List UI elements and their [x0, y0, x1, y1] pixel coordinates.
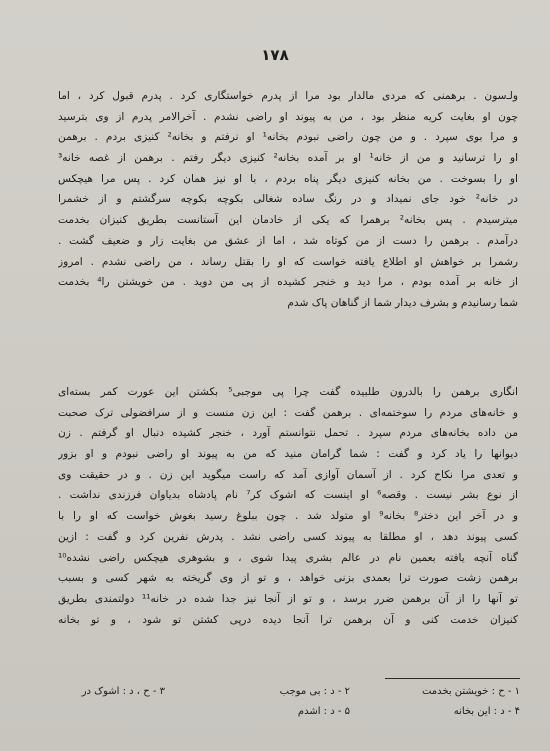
text-line: برهمن زشت صورت ترا بعمدی بزنی خواهد ، و تو از وی گریخته به شهر کسی و بسبب — [58, 572, 518, 585]
paragraph-2 — [58, 382, 518, 630]
text-line: از نوع بشر نیست . وقصه⁶ او اینست که اشوک کر⁷ نام پادشاه بدیاوان فرزندی نداشت . — [58, 489, 518, 502]
text-line: و مرا بوی سپرد . و من چون راضی نبودم بخانه¹ او نرفتم و بخانه² کنیزی بردم . برهمن — [58, 131, 518, 144]
text-line: درآمدم . برهمن را دست از من کوتاه شد ، اما از عشق من بغایت زار و ضعیف گشت . — [58, 234, 518, 247]
text-line: انگاری برهمن را بالدرون طلبیده گفت چرا پی موجبی⁵ بکشتن این عورت کمر بسته‌ای — [58, 386, 518, 398]
text-line: و در آخر این دختر⁸ بخانه⁹ او متولد شد . چون ببلوغ رسید بغوش خواست که او را با — [58, 510, 518, 523]
text-line: من داده بخانه‌های مردم سپرد . تحمل نتوانستم آورد ، خنجر کشیده دنبال او گرفتم . زن — [58, 427, 518, 440]
text-line: شما رسانیدم و بشرف دیدار شما از گناهان پاک شدم — [287, 296, 518, 309]
footnote: ۲ - د : بی موجب — [279, 686, 350, 697]
text-line: او را ترسانید و من از خانه¹ او بر آمده بخانه² کنیزی دیگر رفتم . برهمن از غصه خانه³ — [58, 152, 518, 165]
text-line: ولـ‌سون . برهمنی که مردی مالدار بود مرا از پدرم خواستگاری کرد . پدرم قبول کرد ، اما — [58, 90, 518, 102]
text-line: چون او بغایت کریه منظر بود ، من به پیوند او راضی نشدم . آخرالامر پدرم از وی بترسید — [58, 110, 518, 123]
text-line: او را بسوخت . من بخانه کنیزی دیگر پناه بردم ، با او نیز همان کرد . پس مرا هیچکس — [58, 172, 518, 185]
footnote: ۵ - د : اشدم — [297, 706, 350, 717]
text-line: و تعدی مرا نکاح کرد . از آسمان آوازی آمد که راست میگوید این زن . و در حقیقت وی — [58, 468, 518, 481]
text-line: و خانه‌های مردم را سوختمه‌ای . برهمن گفت : این زن منست و از سرافضولی ترک صحبت — [58, 406, 518, 419]
footnote: ۳ - ح ، د : اشوک در — [81, 686, 165, 697]
text-line: کنیزان خدمت کنی و آن برهمن ترا آنجا دیده درپی کشتن تو شود ، و تو بخانه — [58, 613, 518, 626]
text-line: از خانه بر آمده بودم ، مرا دید و خنجر کشیده از پی من دوید . من خویشتن را⁴ بخدمت — [58, 276, 518, 289]
text-line: دیوانها را یاد کرد و گفت : شما گرامان منید که من به پیوند او راضی نبودم و او بزور — [58, 448, 518, 461]
text-line: میترسیدم . پس بخانه² برهمرا که یکی از خادمان این آستانست بطریق کنیزان بخدمت — [58, 214, 518, 227]
text-line: کسی پیوند دهد ، او مطلقا به پیوند کسی راضی نشد . پدرش نفرین کرد و گفت : ازین — [58, 530, 518, 543]
footnote: ۱ - ح : خویشتن بخدمت — [421, 686, 520, 697]
paragraph-1 — [58, 86, 518, 314]
footnote: ۴ - د : این بخانه — [453, 706, 520, 717]
text-line: تو آنها را از آن برهمن ضرر برسد ، و تو از آنجا نیز جدا شده در خانه¹¹ دولتمندی بطریق — [58, 592, 518, 605]
text-line: گناه آنچه یافته بعمین نام در عالم بشری پیدا شوی ، و بشوهری هیچکس راضی نشده¹⁰ — [58, 551, 518, 564]
footnote-divider — [385, 678, 520, 679]
text-line: رشمرا بر خواهش او اطلاع یافته خواست که او را بقتل رساند ، من راضی نشدم . امروز — [58, 255, 518, 268]
text-line: در خانه² خود جای نمیداد و در رنگ ساده شغالی بکوچه بکوچه سرگشتم و از خشمرا — [58, 193, 518, 206]
page-number: ۱۷۸ — [261, 46, 289, 64]
